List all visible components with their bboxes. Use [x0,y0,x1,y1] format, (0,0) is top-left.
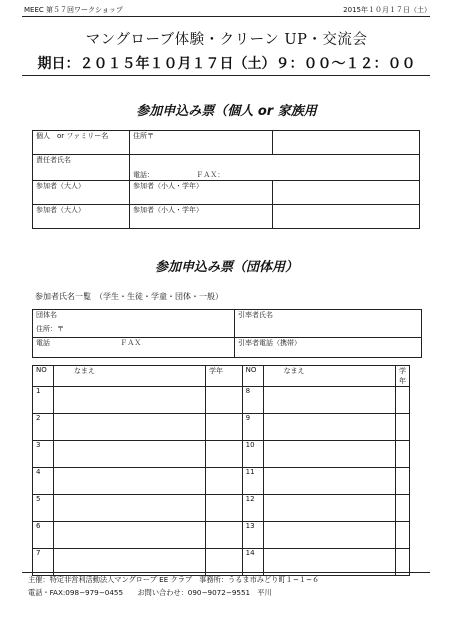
group-name-cell[interactable] [33,310,235,338]
event-date: 期日：２０１５年１０月１７日（土）９：００〜１２：００ [37,56,416,72]
group-name-label: 団体名 [36,311,57,319]
name-field[interactable] [263,495,395,522]
footer-organizer: 主催：特定非営利活動法人マングローブ EE クラブ 事務所：うるま市みどり町１−１−６ [28,575,320,584]
contact-cell[interactable] [130,155,420,181]
col-name-header: なまえ [53,366,205,387]
adult-label: 参加者（大人） [33,181,130,205]
name-field[interactable] [263,468,395,495]
group-info-table [32,309,422,358]
header-left: MEEC 第５７回ワークショップ [24,6,123,14]
form2-heading: 参加申込み票（団体用） [154,260,298,275]
row-number: 2 [33,414,54,441]
col-grade-header: 学年 [396,366,410,387]
name-field[interactable] [263,441,395,468]
row-number: 4 [33,468,54,495]
grade-field[interactable] [206,414,243,441]
name-field[interactable] [263,414,395,441]
participant-list-title: 参加者氏名一覧 （学生・生徒・学童・団体・一般） [35,292,223,301]
participant-field[interactable] [273,181,420,205]
grade-field[interactable] [396,495,410,522]
name-field[interactable] [263,387,395,414]
row-number: 9 [242,414,263,441]
name-field[interactable] [263,522,395,549]
group-address-label: 住所：〒 [36,325,64,333]
header-rule [22,16,430,17]
phone-label: 電話： [133,171,154,179]
col-name-header: なまえ [263,366,395,387]
name-field[interactable] [53,441,205,468]
group-phone-label: 電話 [36,339,50,347]
title-rule [22,75,430,76]
name-field[interactable] [53,522,205,549]
grade-field[interactable] [206,387,243,414]
row-number: 5 [33,495,54,522]
row-number: 6 [33,522,54,549]
col-no-header: NO [33,366,54,387]
group-fax-label: ＦＡＸ [120,339,142,347]
col-grade-header: 学年 [206,366,243,387]
leader-name-label[interactable]: 引率者氏名 [235,310,422,338]
name-field[interactable] [53,414,205,441]
row-number: 10 [242,441,263,468]
grade-field[interactable] [206,522,243,549]
footer-rule [22,572,430,573]
phone-fax-cell[interactable] [33,338,235,358]
adult-label: 参加者（大人） [33,205,130,229]
grade-field[interactable] [206,468,243,495]
row-number: 3 [33,441,54,468]
grade-field[interactable] [396,441,410,468]
leader-phone-label[interactable]: 引率者電話（携帯） [235,338,422,358]
row-number: 1 [33,387,54,414]
form1-heading: 参加申込み票（個人 or 家族用 [136,104,317,119]
family-name-label: 個人 or ファミリー名 [33,131,130,155]
footer-contact: 電話・FAX:098−979−0455 お問い合わせ：090−9072−9551 平川 [28,588,272,597]
name-field[interactable] [53,387,205,414]
grade-field[interactable] [396,414,410,441]
row-number: 13 [242,522,263,549]
responsible-name-label: 責任者氏名 [33,155,130,181]
participant-names-table [32,365,410,576]
event-title: マングローブ体験・クリーン UP・交流会 [85,32,368,48]
grade-field[interactable] [396,468,410,495]
family-name-field[interactable] [273,131,420,155]
individual-form-table [32,130,420,229]
child-label: 参加者（小人・学年） [130,181,273,205]
child-label: 参加者（小人・学年） [130,205,273,229]
row-number: 7 [33,549,54,576]
grade-field[interactable] [206,441,243,468]
participant-field[interactable] [273,205,420,229]
grade-field[interactable] [396,522,410,549]
name-field[interactable] [53,495,205,522]
fax-label: ＦＡＸ： [196,171,225,179]
row-number: 8 [242,387,263,414]
grade-field[interactable] [396,387,410,414]
row-number: 14 [242,549,263,576]
address-label: 住所〒 [130,131,273,155]
col-no-header: NO [242,366,263,387]
row-number: 12 [242,495,263,522]
grade-field[interactable] [206,495,243,522]
header-date: 2015年１０月１７日（土） [343,6,431,14]
name-field[interactable] [53,468,205,495]
row-number: 11 [242,468,263,495]
